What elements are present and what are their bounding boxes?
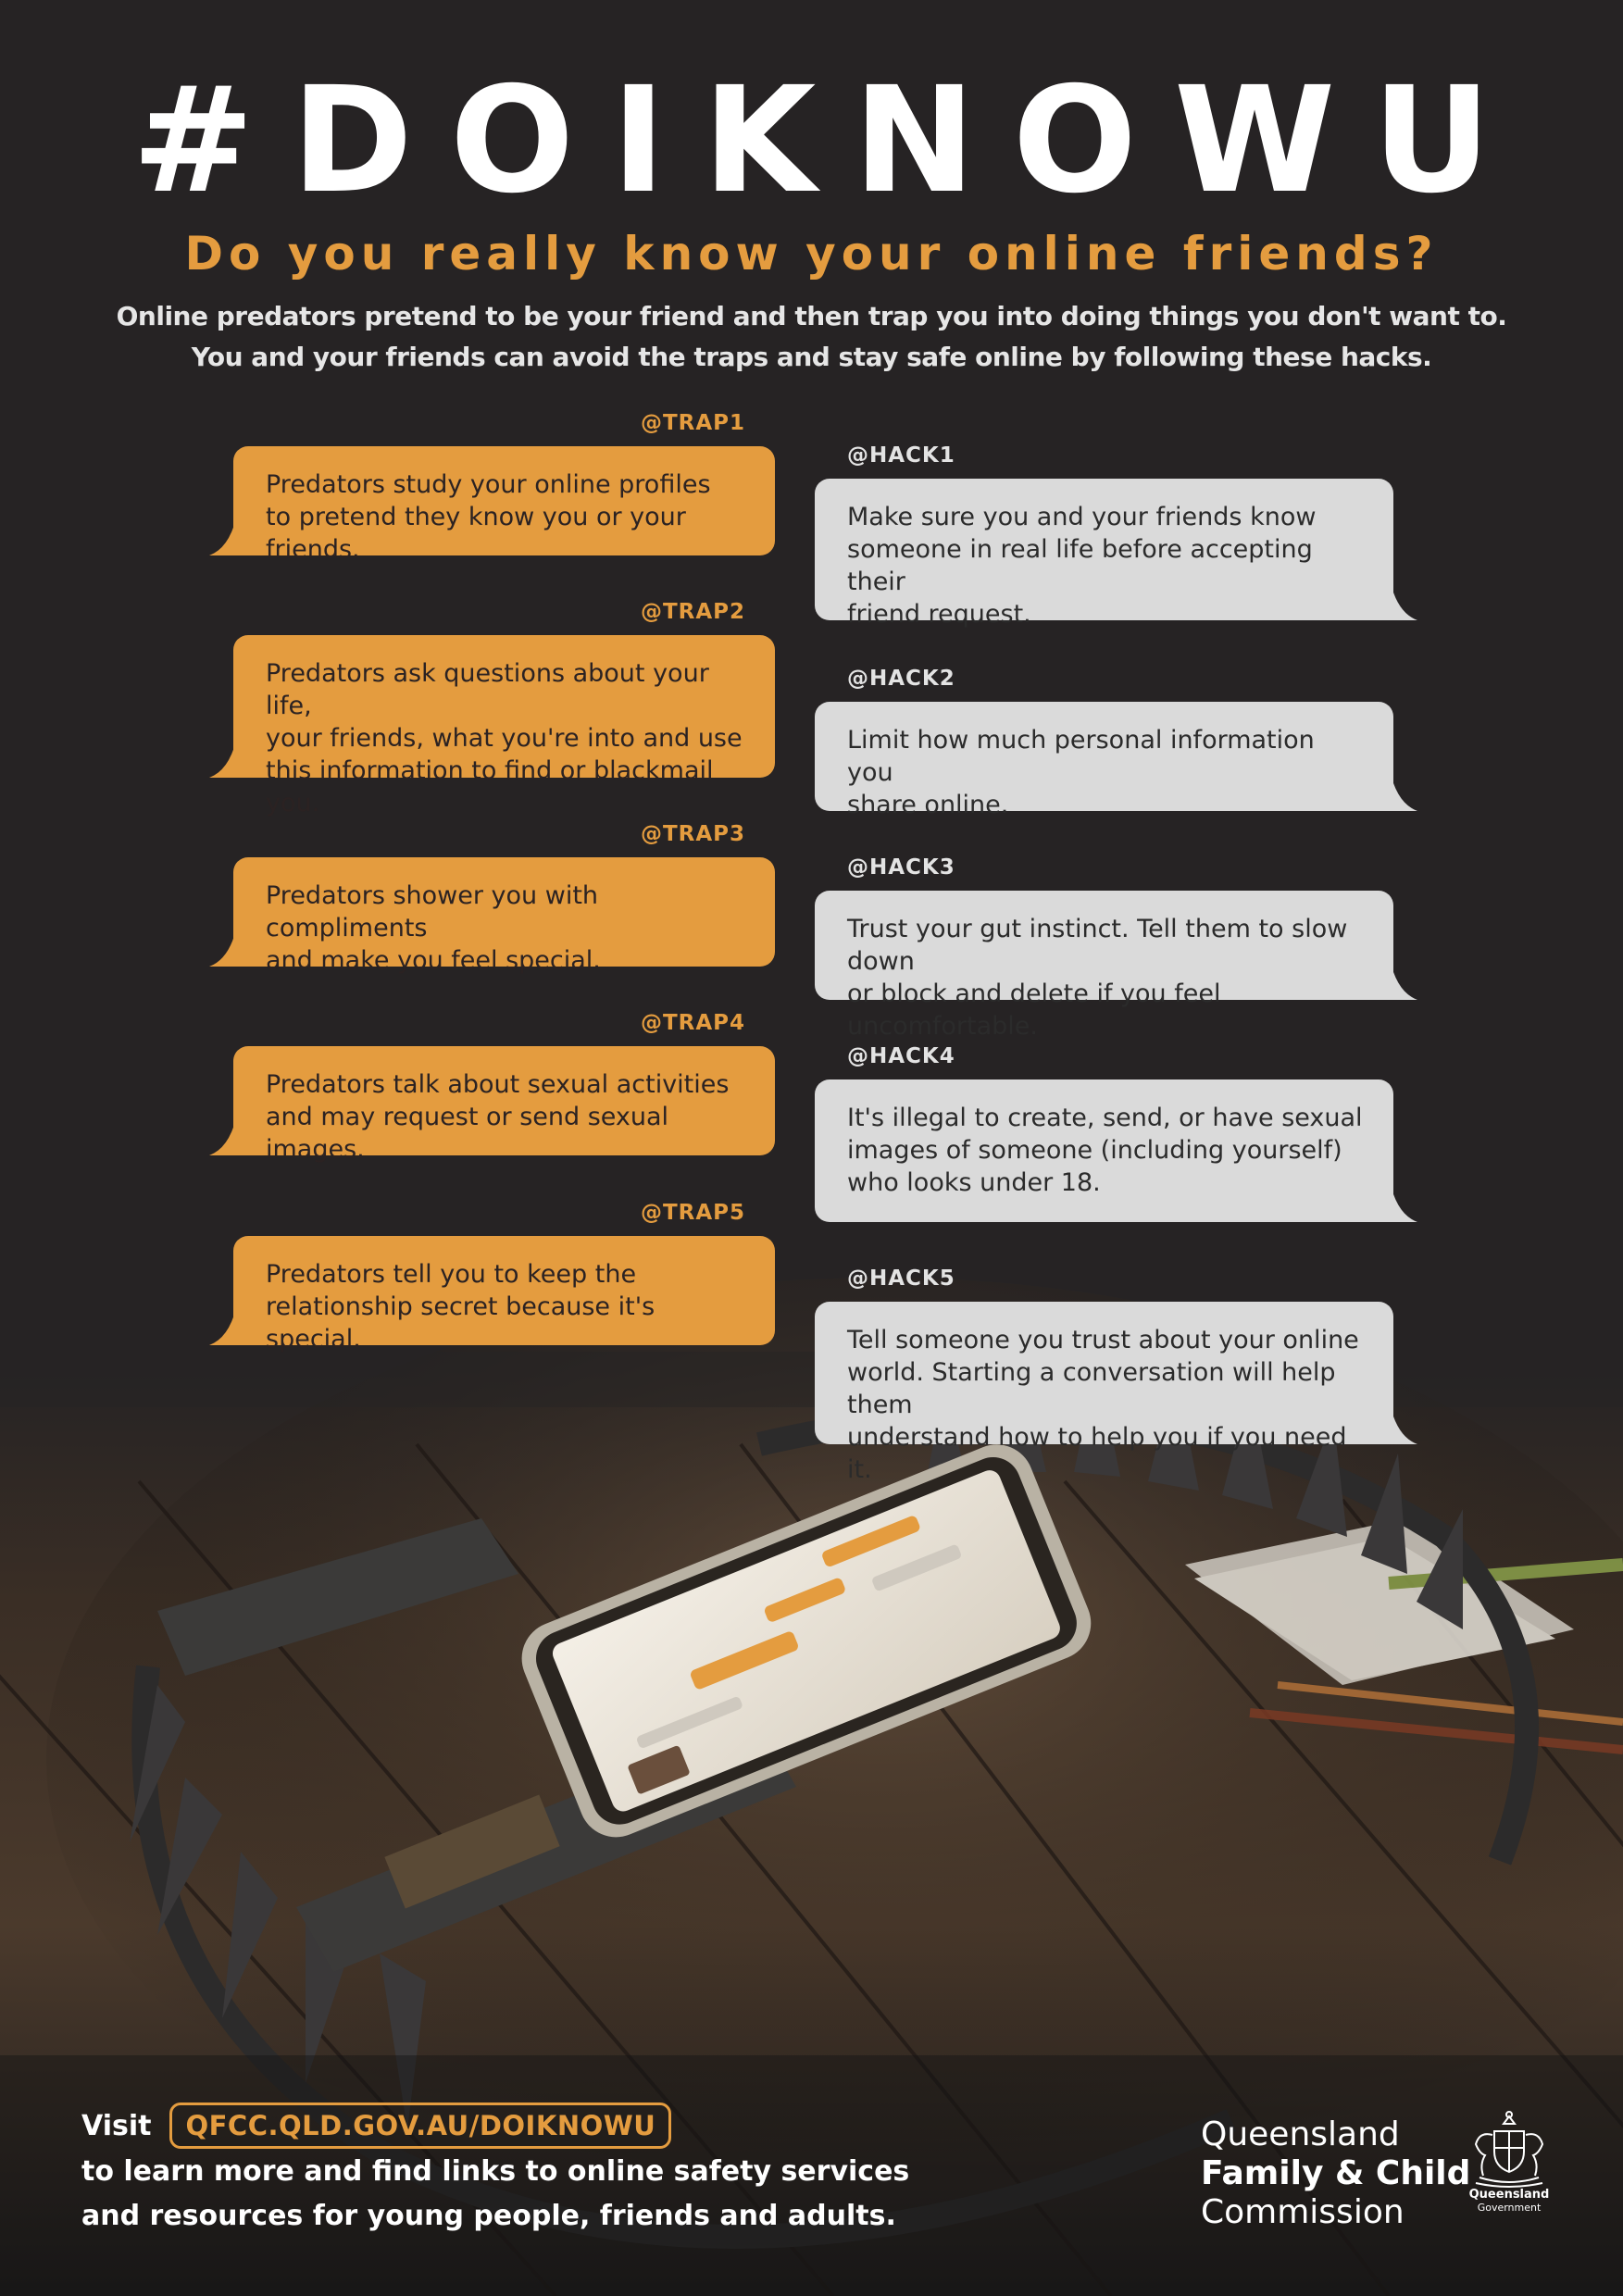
intro-line: You and your friends can avoid the traps and stay safe online by following these hacks. [191, 342, 1432, 372]
trap-4-tag: @TRAP4 [640, 1011, 745, 1035]
bubble-line: Predators shower you with compliments [266, 881, 599, 942]
hack-4-tag: @HACK4 [847, 1044, 955, 1068]
trap-4-bubble [233, 1046, 775, 1164]
org-name-line: Queensland [1201, 2115, 1400, 2153]
intro-line: Online predators pretend to be your friend and then trap you into doing things you don't want to. [116, 301, 1507, 331]
bubble-line: who looks under 18. [847, 1168, 1101, 1197]
bubble-line: Predators tell you to keep the [266, 1260, 637, 1289]
question-subtitle: Do you really know your online friends? [184, 227, 1439, 281]
trap-1-tag: @TRAP1 [640, 411, 745, 435]
trap-3-tag: @TRAP3 [640, 822, 745, 846]
org-name-line: Commission [1201, 2193, 1405, 2231]
bubble-line: someone in real life before accepting their [847, 535, 1313, 596]
visit-description: to learn more and find links to online safety services [81, 2155, 910, 2188]
bubble-tail-icon [209, 737, 250, 778]
trap-5-bubble [233, 1236, 775, 1354]
bubble-tail-icon [209, 1115, 250, 1155]
hack-2-bubble [815, 702, 1393, 819]
bubble-line: share online. [847, 791, 1009, 819]
bubble-tail-icon [1377, 1181, 1417, 1222]
hack-3-bubble [815, 891, 1393, 1041]
bubble-tail-icon [1377, 959, 1417, 1000]
bubble-tail-icon [1377, 1404, 1417, 1444]
trap-1-bubble [233, 446, 775, 564]
bubble-line: Predators study your online profiles [266, 470, 711, 499]
bubble-line: and may request or send sexual images. [266, 1103, 669, 1164]
hashtag-title: #DOIKNOWU [131, 56, 1529, 226]
bubble-line: world. Starting a conversation will help them [847, 1358, 1336, 1419]
bubble-tail-icon [1377, 770, 1417, 811]
queensland-government-logo [1463, 2111, 1555, 2214]
bubble-tail-icon [209, 1304, 250, 1345]
bubble-line: to pretend they know you or your friends. [266, 503, 686, 564]
org-logo-text [1201, 2115, 1470, 2232]
visit-block [81, 2102, 909, 2239]
hack-4-bubble [815, 1079, 1393, 1222]
intro-text [0, 296, 1623, 378]
bubble-line: Limit how much personal information you [847, 726, 1315, 787]
hack-2-tag: @HACK2 [847, 667, 955, 691]
bubble-tail-icon [209, 926, 250, 967]
trap-2-tag: @TRAP2 [640, 600, 745, 624]
trap-5-tag: @TRAP5 [640, 1201, 745, 1225]
visit-description: and resources for young people, friends and adults. [81, 2200, 896, 2232]
trap-3-bubble [233, 857, 775, 975]
bubble-tail-icon [1377, 580, 1417, 620]
bubble-tail-icon [209, 515, 250, 555]
coat-of-arms-icon [1467, 2111, 1552, 2189]
bubble-line: and make you feel special. [266, 946, 601, 975]
bubble-line: friend request. [847, 600, 1031, 629]
bubble-line: or block and delete if you feel uncomfortable. [847, 980, 1221, 1041]
website-link[interactable]: QFCC.QLD.GOV.AU/DOIKNOWU [169, 2103, 671, 2149]
bubble-line: understand how to help you if you need it. [847, 1423, 1347, 1484]
crest-subtitle: Government [1477, 2202, 1542, 2214]
bubble-line: relationship secret because it's special. [266, 1292, 655, 1354]
bubble-line: Trust your gut instinct. Tell them to slow down [847, 915, 1348, 976]
hack-5-bubble [815, 1302, 1393, 1484]
bubble-line: Make sure you and your friends know [847, 503, 1317, 531]
hack-1-bubble [815, 479, 1393, 629]
bubble-line: Tell someone you trust about your online [847, 1326, 1359, 1354]
bubble-line: this information to find or blackmail you. [266, 756, 714, 817]
bubble-line: It's illegal to create, send, or have sexual [847, 1104, 1363, 1132]
crest-name: Queensland [1468, 2188, 1550, 2202]
bubble-line: images of someone (including yourself) [847, 1136, 1342, 1165]
bubble-line: Predators ask questions about your life, [266, 659, 709, 720]
hack-5-tag: @HACK5 [847, 1267, 955, 1291]
hack-1-tag: @HACK1 [847, 443, 955, 468]
bubble-line: your friends, what you're into and use [266, 724, 743, 753]
trap-2-bubble [233, 635, 775, 817]
org-name-line: Family & Child [1201, 2154, 1471, 2192]
hack-3-tag: @HACK3 [847, 855, 955, 880]
bubble-line: Predators talk about sexual activities [266, 1070, 730, 1099]
visit-label: Visit [81, 2109, 152, 2142]
